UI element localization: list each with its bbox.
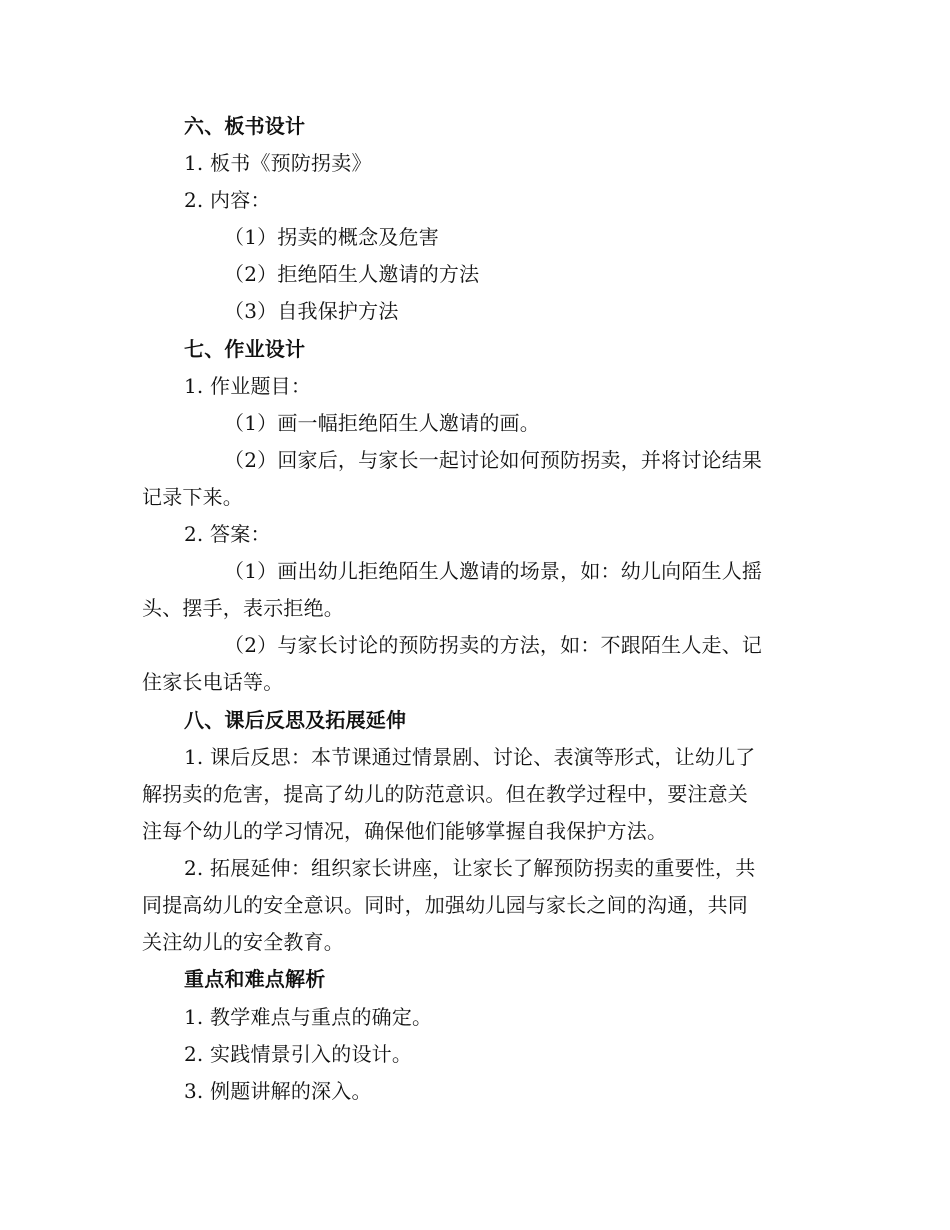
- list-item: 2. 实践情景引入的设计。: [184, 1042, 413, 1066]
- paragraph-line: 解拐卖的危害，提高了幼儿的防范意识。但在教学过程中，要注意关: [142, 782, 748, 806]
- list-item: 3. 例题讲解的深入。: [184, 1079, 372, 1103]
- list-item: 1. 板书《预防拐卖》: [184, 151, 372, 175]
- sub-list-item: （1）拐卖的概念及危害: [224, 225, 439, 249]
- sub-list-item: （3）自我保护方法: [224, 299, 399, 323]
- paragraph-line: 2. 拓展延伸：组织家长讲座，让家长了解预防拐卖的重要性，共: [184, 856, 756, 880]
- sub-list-item: （2）回家后，与家长一起讨论如何预防拐卖，并将讨论结果: [224, 448, 763, 472]
- sub-list-item: （1）画一幅拒绝陌生人邀请的画。: [224, 411, 540, 435]
- list-item: 2. 答案：: [184, 522, 271, 546]
- list-item: 1. 教学难点与重点的确定。: [184, 1005, 433, 1029]
- continuation-line: 记录下来。: [142, 485, 243, 509]
- sub-list-item: （2）拒绝陌生人邀请的方法: [224, 262, 480, 286]
- continuation-line: 住家长电话等。: [142, 670, 284, 694]
- section-heading-homework-design: 七、作业设计: [184, 337, 306, 361]
- paragraph-line: 同提高幼儿的安全意识。同时，加强幼儿园与家长之间的沟通，共同: [142, 893, 748, 917]
- paragraph-line: 注每个幼儿的学习情况，确保他们能够掌握自我保护方法。: [142, 819, 668, 843]
- list-item: 2. 内容：: [184, 188, 271, 212]
- sub-list-item: （2）与家长讨论的预防拐卖的方法，如：不跟陌生人走、记: [224, 633, 763, 657]
- section-heading-board-design: 六、板书设计: [184, 114, 306, 138]
- section-heading-key-points: 重点和难点解析: [184, 967, 326, 991]
- section-heading-reflection: 八、课后反思及拓展延伸: [184, 708, 407, 732]
- sub-list-item: （1）画出幼儿拒绝陌生人邀请的场景，如：幼儿向陌生人摇: [224, 559, 763, 583]
- paragraph-line: 1. 课后反思：本节课通过情景剧、讨论、表演等形式，让幼儿了: [184, 745, 756, 769]
- paragraph-line: 关注幼儿的安全教育。: [142, 930, 344, 954]
- list-item: 1. 作业题目：: [184, 374, 312, 398]
- continuation-line: 头、摆手，表示拒绝。: [142, 596, 344, 620]
